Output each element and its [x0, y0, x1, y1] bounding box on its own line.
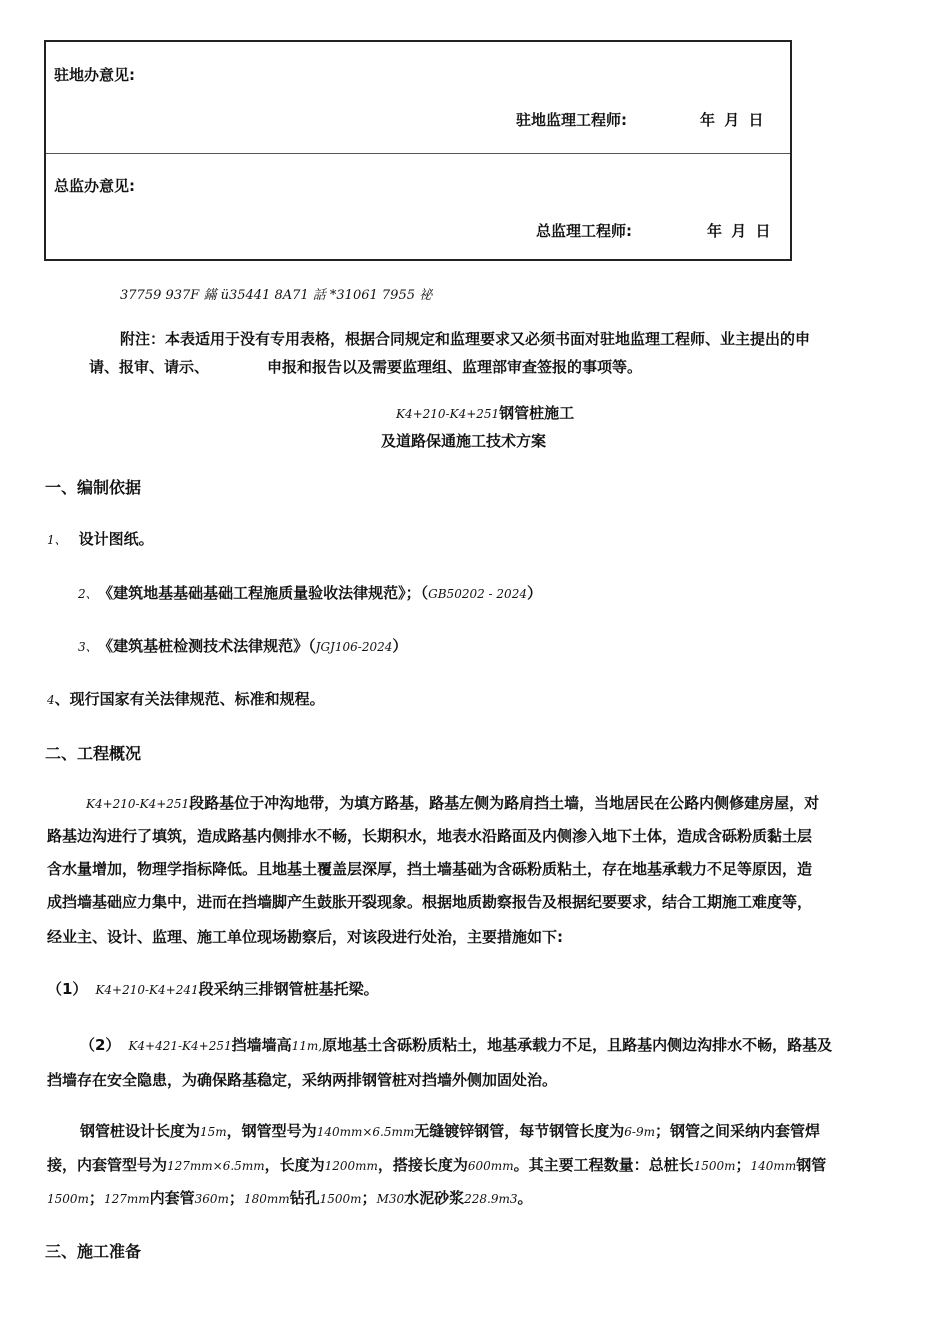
measure-text: 段采纳三排钢管桩基托梁。	[198, 980, 379, 998]
overview-line-1	[86, 792, 819, 813]
station-code: K4+210-K4+241	[95, 983, 199, 997]
spec-text: 水泥砂浆	[404, 1189, 465, 1207]
item-text: 《建筑地基基础基础工程施质量验收法律规范》；（	[105, 584, 429, 602]
spec-value: 140mm	[750, 1159, 797, 1173]
item-close: ）	[526, 584, 542, 602]
spec-value: 180mm	[243, 1192, 290, 1206]
pile-spec-line-2	[47, 1154, 826, 1175]
pile-spec-line-1	[80, 1120, 820, 1141]
chief-date: 年 月 日	[707, 222, 771, 240]
station-code: K4+210-K4+251	[86, 797, 190, 811]
overview-line-4: 成挡墙基础应力集中，进而在挡墙脚产生鼓胀开裂现象。根据地质勘察报告及根据纪要要求，结合工期施工难度等，	[47, 893, 813, 911]
measure-number: （1）	[47, 980, 88, 998]
spec-text: ；	[228, 1189, 244, 1207]
measure-1	[47, 978, 379, 999]
measure-number: （2）	[80, 1036, 121, 1054]
site-date: 年 月 日	[700, 111, 764, 129]
spec-value: 15m	[200, 1125, 227, 1139]
spec-text: 。	[517, 1189, 533, 1207]
spec-value: 1500m	[693, 1159, 736, 1173]
spec-value: 140mm×6.5mm	[316, 1125, 415, 1139]
spec-text: ，搭接长度为	[377, 1156, 468, 1174]
pile-spec-line-3	[47, 1187, 533, 1208]
note-line-2b: 申报和报告以及需要监理组、监理部审查签报的事项等。	[267, 358, 643, 376]
basis-item-1	[47, 528, 154, 549]
spec-value: 228.9m3	[464, 1192, 518, 1206]
chief-office-label: 总监办意见:	[54, 177, 135, 195]
spec-text: ；	[88, 1189, 104, 1207]
spec-text: 钻孔	[289, 1189, 320, 1207]
spec-value: 127mm	[103, 1192, 150, 1206]
basis-item-3	[78, 635, 407, 656]
measure-text: 挡墙墙高	[231, 1036, 292, 1054]
spec-value: 127mm×6.5mm	[167, 1159, 265, 1173]
doc-title-line-2: 及道路保通施工技术方案	[381, 432, 547, 450]
spec-value: 600mm	[467, 1159, 514, 1173]
basis-item-4	[47, 688, 325, 709]
item-number: 3、	[78, 640, 98, 654]
spec-value: M30	[376, 1192, 405, 1206]
spec-value: 1200mm	[324, 1159, 378, 1173]
overview-line-5: 经业主、设计、监理、施工单位现场勘察后，对该段进行处治，主要措施如下:	[47, 928, 564, 946]
site-office-label: 驻地办意见:	[54, 66, 135, 84]
spec-value: 1500m	[319, 1192, 362, 1206]
basis-item-2	[78, 582, 542, 603]
spec-text: 钢管	[796, 1156, 827, 1174]
spec-value: 6-9m	[624, 1125, 655, 1139]
title-text: 钢管桩施工	[499, 404, 575, 422]
item-text: 设计图纸。	[78, 530, 154, 548]
section-3-heading: 三、施工准备	[45, 1242, 142, 1261]
overview-line-2: 路基边沟进行了填筑，造成路基内侧排水不畅，长期积水，地表水沿路面及内侧渗入地下土体，造成含砾粉质黏土层	[47, 827, 813, 845]
item-close: ）	[392, 637, 408, 655]
measure-text: 原地基土含砾粉质粘土，地基承载力不足，且路基内侧边沟排水不畅，路基及	[322, 1036, 833, 1054]
note-line-2a: 请、报审、请示、	[89, 358, 210, 376]
spec-text: ，长度为	[264, 1156, 325, 1174]
measure-2-line-2: 挡墙存在安全隐患，为确保路基稳定，采纳两排钢管桩对挡墙外侧加固处治。	[47, 1071, 558, 1089]
spec-text: 钢管桩设计长度为	[80, 1122, 201, 1140]
spec-text: ，钢管型号为	[226, 1122, 317, 1140]
spec-text: 无缝镀锌钢管，每节钢管长度为	[414, 1122, 625, 1140]
spec-value: 1500m	[47, 1192, 89, 1206]
item-number: 4	[47, 693, 55, 707]
item-text: 、现行国家有关法律规范、标准和规程。	[54, 690, 325, 708]
spec-text: 内套管	[149, 1189, 195, 1207]
measure-2	[80, 1034, 832, 1055]
wall-height: 11m,	[291, 1039, 323, 1053]
standard-code: GB50202 - 2024	[428, 587, 527, 601]
spec-text: ；	[361, 1189, 377, 1207]
note-line-1: 附注：本表适用于没有专用表格，根据合同规定和监理要求又必须书面对驻地监理工程师、业主提出的申	[120, 330, 811, 348]
overview-text: 段路基位于冲沟地带，为填方路基，路基左侧为路肩挡土墙，当地居民在公路内侧修建房屋，对	[189, 794, 820, 812]
spec-text: ；钢管之间采纳内套管焊	[654, 1122, 820, 1140]
doc-title-line-1	[396, 402, 574, 423]
spec-text: 接，内套管型号为	[47, 1156, 168, 1174]
item-text: 《建筑基桩检测技术法律规范》（	[105, 637, 316, 655]
table-divider	[46, 153, 790, 154]
item-number: 2、	[78, 587, 98, 601]
section-2-heading: 二、工程概况	[45, 744, 142, 763]
overview-line-3: 含水量增加，物理学指标降低。且地基土覆盖层深厚，挡土墙基础为含砾粉质粘土，存在地基承载力不足等原因，造	[47, 860, 813, 878]
station-code: K4+421-K4+251	[128, 1039, 232, 1053]
spec-value: 360m	[194, 1192, 229, 1206]
item-number: 1、	[47, 533, 67, 547]
spec-text: ；	[735, 1156, 751, 1174]
standard-code: JGJ106-2024	[315, 640, 393, 654]
opinion-table	[44, 40, 792, 261]
chief-engineer-label: 总监理工程师:	[536, 222, 632, 240]
spec-text: 。其主要工程数量：总桩长	[513, 1156, 694, 1174]
code-line: 37759 937F 鏋 ü35441 8A71 話 *31061 7955 祕	[120, 288, 433, 303]
title-code: K4+210-K4+251	[396, 407, 500, 421]
site-engineer-label: 驻地监理工程师:	[516, 111, 627, 129]
section-1-heading: 一、编制依据	[45, 478, 142, 497]
